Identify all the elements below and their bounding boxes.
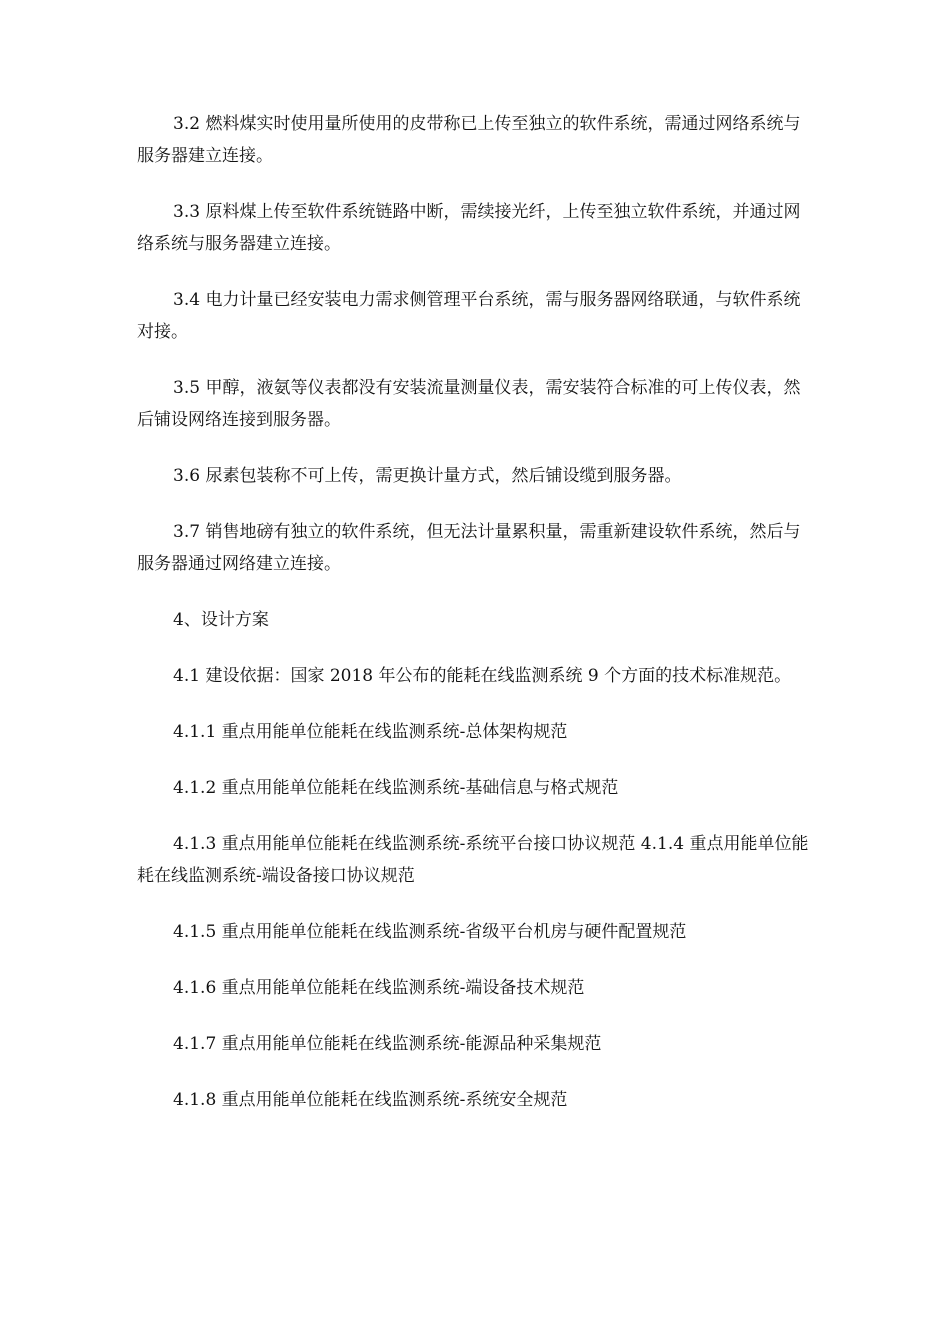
paragraph-4-1-7: 4.1.7 重点用能单位能耗在线监测系统-能源品种采集规范	[173, 1034, 602, 1054]
paragraph-4-1: 4.1 建设依据：国家 2018 年公布的能耗在线监测系统 9 个方面的技术标准规范。	[173, 666, 792, 686]
paragraph-4-1-1: 4.1.1 重点用能单位能耗在线监测系统-总体架构规范	[173, 722, 568, 742]
paragraph-3-6: 3.6 尿素包装称不可上传，需更换计量方式，然后铺设缆到服务器。	[173, 466, 682, 486]
paragraph-3-3: 3.3 原料煤上传至软件系统链路中断，需续接光纤，上传至独立软件系统，并通过网络系统与服务器建立连接。	[137, 202, 801, 254]
paragraph-3-7: 3.7 销售地磅有独立的软件系统，但无法计量累积量，需重新建设软件系统，然后与服务器通过网络建立连接。	[137, 522, 801, 574]
section-heading-4: 4、设计方案	[173, 610, 269, 630]
paragraph-4-1-6: 4.1.6 重点用能单位能耗在线监测系统-端设备技术规范	[173, 978, 585, 998]
paragraph-4-1-2: 4.1.2 重点用能单位能耗在线监测系统-基础信息与格式规范	[173, 778, 619, 798]
paragraph-4-1-8: 4.1.8 重点用能单位能耗在线监测系统-系统安全规范	[173, 1090, 568, 1110]
paragraph-3-4: 3.4 电力计量已经安装电力需求侧管理平台系统，需与服务器网络联通，与软件系统对接。	[137, 290, 801, 342]
paragraph-3-2: 3.2 燃料煤实时使用量所使用的皮带称已上传至独立的软件系统，需通过网络系统与服务器建立连接。	[137, 114, 801, 166]
paragraph-4-1-5: 4.1.5 重点用能单位能耗在线监测系统-省级平台机房与硬件配置规范	[173, 922, 687, 942]
paragraph-4-1-3: 4.1.3 重点用能单位能耗在线监测系统-系统平台接口协议规范 4.1.4 重点用能单位能耗在线监测系统-端设备接口协议规范	[137, 834, 809, 886]
paragraph-3-5: 3.5 甲醇，液氨等仪表都没有安装流量测量仪表，需安装符合标准的可上传仪表，然后铺设网络连接到服务器。	[137, 378, 801, 430]
document-body	[137, 108, 817, 1140]
